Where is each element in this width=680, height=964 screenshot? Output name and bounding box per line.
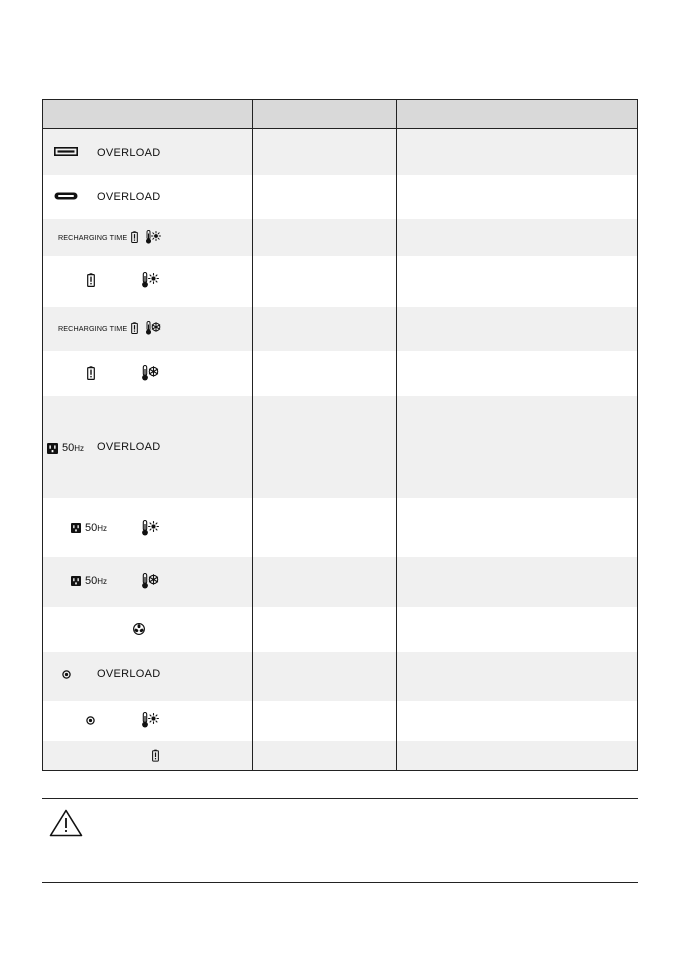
sun-icon — [148, 713, 159, 724]
frequency-readout: 50Hz — [85, 575, 108, 587]
table-row-usb-a-overload — [43, 129, 637, 175]
sun-icon — [148, 273, 159, 284]
warning-triangle-icon — [49, 809, 83, 837]
fan-icon — [133, 623, 145, 635]
snowflake-icon — [148, 574, 159, 585]
table-row-ac-cold — [43, 557, 637, 607]
battery-warning-icon — [87, 273, 95, 287]
table-row-usb-c-overload — [43, 175, 637, 219]
column-divider-1 — [252, 100, 253, 770]
battery-warning-icon — [131, 231, 138, 243]
table-row-dc-hot — [43, 701, 637, 741]
frequency-readout: 50Hz — [85, 522, 108, 534]
usb-a-port-icon — [54, 147, 78, 156]
table-row-dc-overload — [43, 652, 637, 701]
recharging-time-label: RECHARGING TIME — [58, 324, 128, 333]
battery-warning-icon — [131, 322, 138, 334]
table-row-recharge-hot — [43, 219, 637, 256]
caution-box — [42, 798, 638, 883]
battery-warning-icon — [152, 749, 159, 762]
overload-label: OVERLOAD — [97, 441, 161, 453]
frequency-readout: 50Hz — [62, 442, 85, 454]
table-header — [43, 100, 637, 129]
sun-icon — [151, 231, 161, 241]
dc-port-icon — [86, 716, 95, 725]
table-row-recharge-cold — [43, 307, 637, 351]
overload-label: OVERLOAD — [97, 147, 161, 159]
recharging-time-label: RECHARGING TIME — [58, 233, 128, 242]
overload-label: OVERLOAD — [97, 191, 161, 203]
usb-c-port-icon — [54, 192, 78, 200]
ac-outlet-icon — [71, 576, 81, 586]
sun-icon — [148, 521, 159, 532]
table-row-battery-cold — [43, 351, 637, 396]
overload-label: OVERLOAD — [97, 668, 161, 680]
table-row-ac-overload — [43, 396, 637, 498]
battery-warning-icon — [87, 366, 95, 380]
dc-port-icon — [62, 670, 71, 679]
table-row-battery-hot — [43, 256, 637, 307]
ac-outlet-icon — [47, 443, 58, 454]
table-row-fan — [43, 607, 637, 652]
table-row-ac-hot — [43, 498, 637, 557]
ac-outlet-icon — [71, 523, 81, 533]
snowflake-icon — [148, 366, 159, 377]
snowflake-icon — [151, 322, 161, 332]
error-code-table — [42, 99, 638, 771]
column-divider-2 — [396, 100, 397, 770]
table-row-battery-only — [43, 741, 637, 770]
